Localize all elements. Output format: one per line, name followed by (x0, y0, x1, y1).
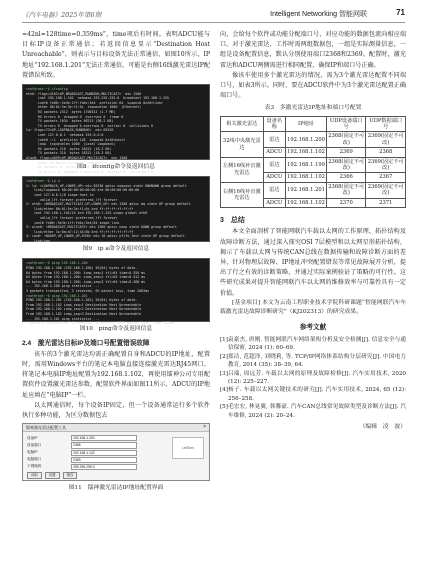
table-cell: 雷达 (263, 182, 285, 198)
config-field-input[interactable]: 192.168.1.200 (71, 435, 137, 441)
terminal-line: TX errors 0 dropped 0 overruns 0 carrier 0 collisions 0 (26, 123, 154, 128)
terminal-line: valid_lft forever preferred_lft forever (26, 197, 118, 202)
header-rule (22, 22, 405, 23)
config-field-label: 设备端口 (27, 442, 42, 447)
table-header-cell: UDP设备端口号 (326, 116, 366, 132)
section-heading: 3 总结 (220, 217, 245, 225)
terminal-line: RX errors 0 dropped 0 overruns 0 frame 0 (26, 114, 124, 119)
section-name: Intelligent Networking 智能网联 (270, 11, 367, 18)
paragraph: 以太网通信时，每个设备IP固定，但一个设备通常运行多个软件执行多种功能，为区分数据包去 (22, 401, 210, 420)
figure-caption: 图8 ifconfig命令及返回信息 (77, 164, 155, 171)
paragraph: 该车的3个激光雷达均需正确配置自身和ADCU的IP地址，配置时，需用Windows平台的笔记本电脑直接连接激光雷达RJ45网口，将笔记本电脑IP地址配置为192.168.1.102，再使用镭神公司专用配置软件设置激光雷达参数，配置软件界面如图11所示，ADCU的IP地址应填在“电脑IP”一栏。 (22, 350, 210, 399)
window-titlebar (23, 424, 209, 432)
terminal-line: link/ether 3c:6a:a7:12:44:0b brd ff:ff:ff:ff:ff:ff (26, 229, 134, 234)
table-header-cell: IP地址 (286, 116, 327, 132)
reference-text: 毛宏宏, 林晃翼, 韩馨豪. 汽车CAN总线常见故障类型及诊断方法[J]. 汽车维修, 2024 (2): 20–24. (228, 404, 406, 419)
table-cell: 192.168.1.102 (287, 149, 325, 156)
table-cell: 2366 (326, 173, 366, 182)
reference-item (220, 370, 406, 387)
table-header-cell: 设备名称 (263, 116, 285, 132)
table-cell: 192.168.1.102 (287, 199, 325, 206)
paragraph: 像该车使用多个激光雷达的情况，需为3个激光雷达配置不同端口号，如表3所示。同时，要在ADCU软件中为3个激光雷达配置正确端口号。 (220, 71, 406, 100)
config-fields (27, 435, 137, 470)
terminal-line: lo: flags=73<UP,LOOPBACK,RUNNING> mtu 65536 (26, 128, 114, 133)
table-cell: 雷达 (263, 157, 285, 173)
fund-note: [基金项目] 本文为云南工程职业技术学院科研课题“智能网联汽车车载激光雷达故障诊断研究”（KJ202313）的研究成果。 (220, 299, 406, 315)
table-cell: 2369(固定不可改) (367, 158, 404, 172)
reference-number: [3] (220, 370, 228, 377)
reference-item (220, 386, 406, 403)
terminal-line: TX packets 210 bytes 18322 (18.3 KB) (26, 151, 112, 156)
table-header-row (221, 116, 406, 132)
table-cell: 192.168.1.199 (286, 157, 327, 173)
table-caption: 表3 多激光雷达IP地址和端口号配置 (264, 105, 362, 112)
config-field-row (27, 442, 137, 448)
close-icon: × (203, 424, 206, 431)
reference-number: [2] (220, 353, 228, 360)
terminal-line: root@root:~$ ping 192.168.1.200 (26, 261, 88, 266)
terminal-line: From 192.168.1.102 icmp_seq=1 Destination Host Unreachable (26, 302, 142, 307)
references-heading: 参考文献 (299, 323, 327, 331)
table-cell: 2367 (366, 173, 406, 182)
terminal-line: inet6 fe80::5e3e:1ff:fe0c:3e4 prefixlen 64 scopeid 0x20<link> (26, 100, 163, 105)
config-field-input[interactable]: 192.168.1.102 (71, 450, 137, 456)
window-body (23, 432, 209, 481)
table-body (221, 132, 406, 208)
terminal-line: From 192.168.1.102 icmp_seq=3 Destination Host Unreachable (26, 311, 142, 316)
reference-item (220, 403, 406, 420)
terminal-line: wlan0: flags=4099<UP,BROADCAST,MULTICAST> mtu 1500 (26, 155, 128, 160)
terminal-line: 3: wlan0: <BROADCAST,MULTICAST> mtu 1500 qdisc noop state DOWN group default (26, 225, 177, 230)
ping-terminal-figure (22, 258, 210, 326)
table-row (221, 182, 406, 198)
terminal-line: PING 192.168.1.201 (192.168.1.201) 56(84) bytes of data. (26, 298, 138, 303)
table-cell: 2368(固定不可改) (328, 133, 365, 146)
terminal-line: loop txqueuelen 1000 (Local Loopback) (26, 142, 116, 147)
paragraph: ≈42nl≈128time=0.359ms”，time项后有时间。表明ADCU能与目标IP设备正常通信；若返回信息显示“Destination Host Unreachable”，则表示与目标设备无法正常通信，如图10所示，IP地址“192.168.1.201”无法正常通信，可能是右侧16线激光雷达IP配置错误所致。 (22, 31, 210, 79)
table-group-cell: 右侧16线补盲激光雷达 (221, 182, 264, 207)
terminal-line: ether 00:01:5e:3e:f1:0c txqueuelen 1000 (Ethernet) (26, 105, 142, 110)
terminal-line: valid_lft forever preferred_lft forever (26, 215, 118, 220)
reference-item (220, 336, 406, 353)
table-cell: 2368(固定不可改) (328, 183, 365, 197)
terminal-line: 1: lo: <LOOPBACK,UP,LOWER_UP> mtu 65536 qdisc noqueue state UNKNOWN group default (26, 183, 187, 188)
figure-caption: 图11 镭神激光雷达IP地址配置界面 (68, 485, 164, 492)
table-cell: 2368 (366, 148, 406, 157)
ip-a-terminal-figure (22, 176, 210, 242)
config-field-label: 电脑端口 (27, 457, 42, 462)
table-cell: 雷达 (263, 132, 285, 148)
terminal-line: inet6 fe80::5e3e:1ff:fe0c:3e4/64 scope link (26, 220, 120, 225)
reference-text: 杨子. 车载以太网关键技术的研究[J]. 汽车实用技术, 2024, 65 (12): 256–258. (228, 387, 406, 402)
config-field-row (27, 450, 137, 456)
terminal-line: TX packets 1034 bytes 98213 (98.2 KB) (26, 119, 114, 124)
terminal-line: --- 192.168.1.201 ping statistics --- (26, 316, 100, 321)
config-field-label: 电脑IP (27, 450, 38, 455)
config-field-input[interactable]: 255.255.255.0 (71, 464, 137, 470)
terminal-line: 64 bytes from 192.168.1.200: icmp_seq=2 ttl=64 time=0.412 ms (26, 275, 146, 280)
editor-credit: （编辑 凌 波） (359, 423, 406, 430)
page-header (0, 0, 427, 30)
terminal-line: PING 192.168.1.200 (192.168.1.200) 56(84) bytes of data. (26, 266, 138, 271)
page-number: 71 (396, 8, 405, 17)
terminal-line: inet6 ::1 prefixlen 128 scopeid 0x10<host> (26, 137, 126, 142)
reference-text: 袁豪杰, 唐刚. 智能网联汽车网络架构分析及安全检测[J]. 信息安全与通信保密, 2024 (1): 60–69. (228, 336, 406, 352)
reference-item (220, 353, 406, 370)
config-field-input[interactable]: 2368 (71, 442, 137, 448)
terminal-line: eth0: flags=4163<UP,BROADCAST,RUNNING,MULTICAST> mtu 1500 (26, 91, 142, 96)
brand-logo: LeiShen (172, 437, 204, 459)
table-row (221, 157, 406, 173)
config-buttons (27, 472, 205, 479)
section-heading: 2.4 激光雷达目标IP及端口号配置错误故障 (22, 339, 150, 347)
window-title: 镭神激光雷达配置工具 (26, 425, 66, 431)
terminal-line: root@root:~$ ifconfig (26, 87, 68, 92)
journal-name: 《汽车电器》2025年第6期 (22, 11, 102, 19)
terminal-line: link/ether 00:01:5e:3e:f1:0c brd ff:ff:ff:ff:ff:ff (26, 206, 134, 211)
figure-caption: 图9 ip a命令及返回信息 (82, 246, 150, 253)
terminal-line: inet 127.0.0.1 netmask 255.0.0.0 (26, 132, 104, 137)
reference-text: 吕瑞, 周远芳. 车载以太网的原理及故障检修[J]. 汽车实用技术, 2020 (12): 225–227. (228, 370, 406, 385)
table-group-cell: 32线中央激光雷达 (221, 132, 264, 157)
table-cell: 192.168.1.200 (286, 132, 327, 148)
table-cell: ADCU (263, 198, 285, 207)
terminal-line: 4: can0: <NOARP,UP,LOWER_UP,ECHO> mtu 16 qdisc pfifo_fast state UP group default (26, 234, 185, 239)
table-cell: 2369(固定不可改) (367, 183, 404, 197)
config-button[interactable]: 保存 (63, 472, 78, 479)
config-button[interactable]: 读取 (27, 472, 42, 479)
config-button[interactable]: 设置 (45, 472, 60, 479)
table-cell: 192.168.1.102 (287, 174, 325, 181)
terminal-line: 4 packets transmitted, 0 received, +3 errors, 100% packet loss, time 3055ms (26, 321, 175, 326)
config-field-label: 设备IP (27, 435, 38, 440)
right-column (220, 30, 406, 432)
terminal-line: link/loopback 00:00:00:00:00:00 brd 00:00:00:00:00:00 (26, 188, 140, 193)
reference-text: 郑洁, 范超泽, 刘晓莉, 等. TCP/IP网络体系结构分层研究[J]. 中国电力教育, 2014 (35): 38–39, 64. (228, 353, 406, 369)
figure-caption: 图10 ping命令及返回信息 (79, 326, 153, 333)
table-cell: 2368(固定不可改) (328, 158, 365, 172)
table-cell: 2370 (326, 198, 366, 207)
reference-list (220, 336, 406, 420)
paragraph: 向，会给每个软件或功能分配端口号，对应功能的数据包流向相应端口。对于激光雷达，工作时需两组数据包，一组是实际测量信息，一组是设备配置信息，默认分别使用端口2368和2369。配置时，激光雷达和ADCU两侧需进行相同配置，确保IP和端口号正确。 (220, 31, 406, 69)
config-field-input[interactable]: 2369 (71, 457, 137, 463)
lidar-config-window-figure (22, 423, 210, 481)
terminal-line: ether 3c:6a:a7:12:44:0b txqueuelen 1000 (Ethernet) (26, 160, 142, 165)
terminal-line: link/can (26, 238, 50, 243)
config-field-row (27, 464, 137, 470)
config-field-row (27, 457, 137, 463)
terminal-line: RX packets 2312 bytes 1706312 (1.7 MB) (26, 109, 116, 114)
terminal-line: root@root:~$ ip a (26, 179, 60, 184)
terminal-line: 64 bytes from 192.168.1.200: icmp_seq=3 ttl=64 time=0.388 ms (26, 279, 146, 284)
reference-number: [5] (220, 404, 228, 411)
config-field-row (27, 435, 137, 441)
lidar-ip-port-table (220, 116, 406, 208)
terminal-line: 2: eth0: <BROADCAST,MULTICAST,UP,LOWER_UP> mtu 1500 qdisc mq state UP group default (26, 202, 191, 207)
config-field-label: 子网掩码 (27, 464, 42, 469)
terminal-line: inet 192.168.1.102/24 brd 192.168.1.255 scope global eth0 (26, 211, 148, 216)
table-cell: ADCU (263, 148, 285, 157)
terminal-line: inet 127.0.0.1/8 scope host lo (26, 193, 94, 197)
terminal-line: From 192.168.1.102 icmp_seq=2 Destination Host Unreachable (26, 307, 142, 312)
table-header-cell: UDP数据端口号 (366, 116, 406, 132)
table-cell: 2371 (366, 198, 406, 207)
terminal-line: 64 bytes from 192.168.1.200: icmp_seq=1 ttl=64 time=0.359 ms (26, 270, 146, 275)
terminal-line: 3 packets transmitted, 3 received, 0% packet loss, time 2003ms (26, 288, 150, 293)
terminal-line: --- 192.168.1.200 ping statistics --- (26, 284, 100, 289)
paragraph: 本文全面剖析了智能网联汽车载以太网的工作原理、拓扑结构及故障诊断方法，通过深入探究OSI 7层模型和以太网星形拓扑结构，揭示了车载以太网与传统CAN总线在数据传输和故障诊断方面的差异，针对物理层故障、IP地址冲突配置错误等常见故障展开分析，提出了行之有效的诊断策略，并通过实际案例验证了策略的可行性。这些研究成果对提升智能网联汽车以太网的维修效率与可靠性具有一定价值。 (220, 228, 406, 297)
table-cell: 2369 (326, 148, 366, 157)
table-row (221, 132, 406, 148)
left-column (22, 30, 210, 497)
terminal-line: TX errors 0 dropped 0 overruns 0 carrier 0 collisions 0 (26, 169, 154, 174)
terminal-line: RX packets 210 bytes 18322 (18.3 KB) (26, 146, 112, 151)
table-group-cell: 左侧16线补盲激光雷达 (221, 157, 264, 182)
terminal-line: inet 192.168.1.102 netmask 255.255.255.0 broadcast 192.168.1.255 (26, 96, 169, 101)
table-cell: ADCU (263, 173, 285, 182)
table-header-cell: 相关激光雷达 (221, 116, 264, 132)
reference-number: [4] (220, 387, 228, 394)
table-cell: 2369(固定不可改) (367, 133, 404, 146)
table-cell: 192.168.1.201 (286, 182, 327, 198)
reference-number: [1] (220, 336, 228, 343)
terminal-line: RX packets 0 bytes 0 (0.0 B) (26, 165, 96, 170)
terminal-line: root@root:~$ ping 192.168.1.201 (26, 293, 88, 298)
